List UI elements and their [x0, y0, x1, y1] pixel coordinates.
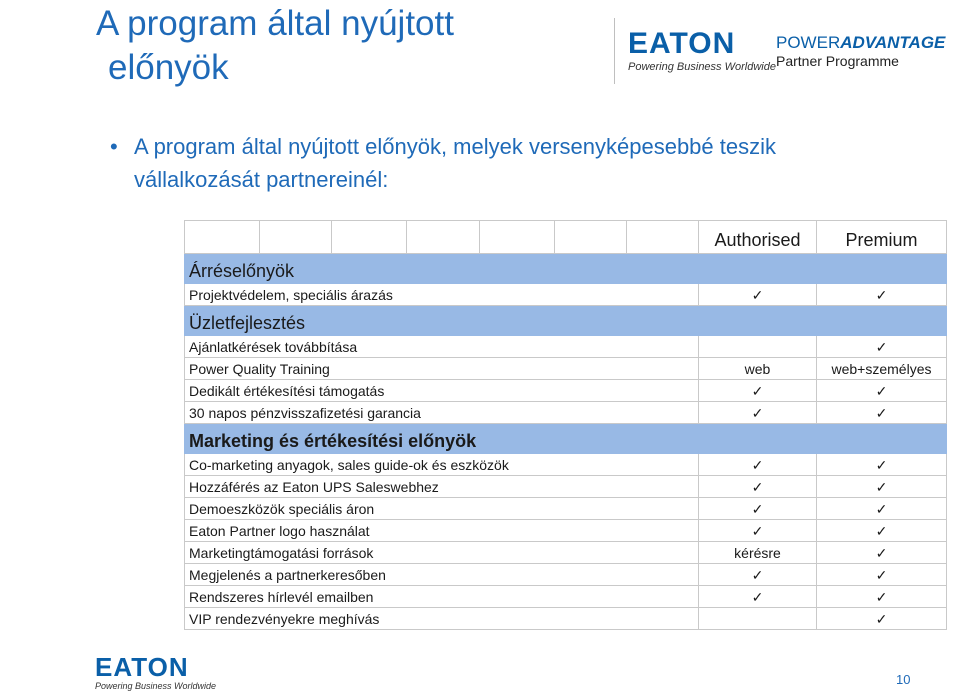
page-number: 10 — [896, 672, 911, 687]
check-icon-premium: ✓ — [817, 586, 947, 608]
slide-title — [96, 2, 616, 90]
benefit-label: Rendszeres hírlevél emailben — [185, 586, 699, 608]
eaton-logo-tagline: Powering Business Worldwide — [95, 681, 217, 691]
cell-premium — [817, 424, 947, 454]
check-icon-premium: ✓ — [817, 498, 947, 520]
header-premium: Premium — [817, 221, 947, 254]
header-spacer-cell — [407, 221, 480, 254]
eaton-logo-bottom — [95, 654, 216, 691]
header-spacer-cell — [260, 221, 332, 254]
table-row — [185, 284, 947, 306]
benefit-label: Projektvédelem, speciális árazás — [185, 284, 699, 306]
cell-premium — [817, 254, 947, 284]
benefit-label: VIP rendezvényekre meghívás — [185, 608, 699, 630]
check-icon-authorised: ✓ — [699, 284, 817, 306]
check-icon-premium: ✓ — [817, 520, 947, 542]
benefit-label: Co-marketing anyagok, sales guide-ok és eszközök — [185, 454, 699, 476]
header-divider — [614, 18, 615, 84]
table-section-row — [185, 254, 947, 284]
table-row — [185, 608, 947, 630]
benefit-label: 30 napos pénzvisszafizetési garancia — [185, 402, 699, 424]
header-spacer-cell — [627, 221, 699, 254]
table-row — [185, 402, 947, 424]
benefit-label: Dedikált értékesítési támogatás — [185, 380, 699, 402]
check-icon-authorised: ✓ — [699, 380, 817, 402]
bullet-icon: • — [110, 134, 118, 159]
benefit-label: Power Quality Training — [185, 358, 699, 380]
table-row — [185, 586, 947, 608]
check-icon-premium: ✓ — [817, 542, 947, 564]
table-row — [185, 520, 947, 542]
benefit-label: Ajánlatkérések továbbítása — [185, 336, 699, 358]
table-row — [185, 380, 947, 402]
check-icon-premium: ✓ — [817, 454, 947, 476]
cell-authorised: kérésre — [699, 542, 817, 564]
benefits-table — [184, 220, 947, 630]
check-icon-premium: ✓ — [817, 402, 947, 424]
power-advantage-wordmark: POWERADVANTAGE — [776, 33, 946, 52]
cell-premium: web+személyes — [817, 358, 947, 380]
check-icon-authorised: ✓ — [699, 498, 817, 520]
header-spacer-cell — [185, 221, 260, 254]
check-icon-authorised: ✓ — [699, 454, 817, 476]
cell-premium — [817, 306, 947, 336]
table-row — [185, 498, 947, 520]
eaton-logo-word: EATON — [628, 27, 736, 60]
benefit-label: Megjelenés a partnerkeresőben — [185, 564, 699, 586]
cell-authorised — [699, 254, 817, 284]
check-icon-premium: ✓ — [817, 336, 947, 358]
table-row — [185, 358, 947, 380]
check-icon-premium: ✓ — [817, 608, 947, 630]
table-section-row — [185, 306, 947, 336]
table-row — [185, 542, 947, 564]
check-icon-premium: ✓ — [817, 380, 947, 402]
check-icon-premium: ✓ — [817, 564, 947, 586]
eaton-logo-word: EATON — [95, 652, 189, 682]
benefit-label: Eaton Partner logo használat — [185, 520, 699, 542]
cell-authorised — [699, 608, 817, 630]
eaton-logo-tagline: Powering Business Worldwide — [628, 61, 776, 73]
header-spacer-cell — [555, 221, 627, 254]
slide-title-line1: A program által nyújtott — [96, 4, 454, 43]
power-advantage-logo — [776, 34, 945, 70]
check-icon-premium: ✓ — [817, 476, 947, 498]
check-icon-authorised: ✓ — [699, 476, 817, 498]
eaton-logo-top — [628, 28, 776, 73]
table-row — [185, 336, 947, 358]
check-icon-authorised: ✓ — [699, 564, 817, 586]
header-spacer-cell — [332, 221, 407, 254]
header-authorised: Authorised — [699, 221, 817, 254]
partner-programme-label: Partner Programme — [776, 53, 899, 69]
table-header-row — [185, 221, 947, 254]
cell-authorised — [699, 424, 817, 454]
check-icon-authorised: ✓ — [699, 402, 817, 424]
intro-bullet-text: A program által nyújtott előnyök, melyek versenyképesebbé teszik vállalkozását partnereinél: — [134, 134, 776, 192]
section-label: Üzletfejlesztés — [185, 306, 699, 336]
table-row — [185, 564, 947, 586]
check-icon-authorised: ✓ — [699, 520, 817, 542]
check-icon-authorised: ✓ — [699, 586, 817, 608]
cell-authorised — [699, 336, 817, 358]
table-section-row — [185, 424, 947, 454]
benefit-label: Marketingtámogatási források — [185, 542, 699, 564]
table-row — [185, 476, 947, 498]
section-label: Árréselőnyök — [185, 254, 699, 284]
table-row — [185, 454, 947, 476]
cell-authorised: web — [699, 358, 817, 380]
slide-title-line2: előnyök — [108, 48, 229, 87]
header-spacer-cell — [480, 221, 555, 254]
check-icon-premium: ✓ — [817, 284, 947, 306]
benefit-label: Hozzáférés az Eaton UPS Saleswebhez — [185, 476, 699, 498]
intro-bullet — [110, 130, 850, 196]
cell-authorised — [699, 306, 817, 336]
section-label: Marketing és értékesítési előnyök — [185, 424, 699, 454]
benefit-label: Demoeszközök speciális áron — [185, 498, 699, 520]
